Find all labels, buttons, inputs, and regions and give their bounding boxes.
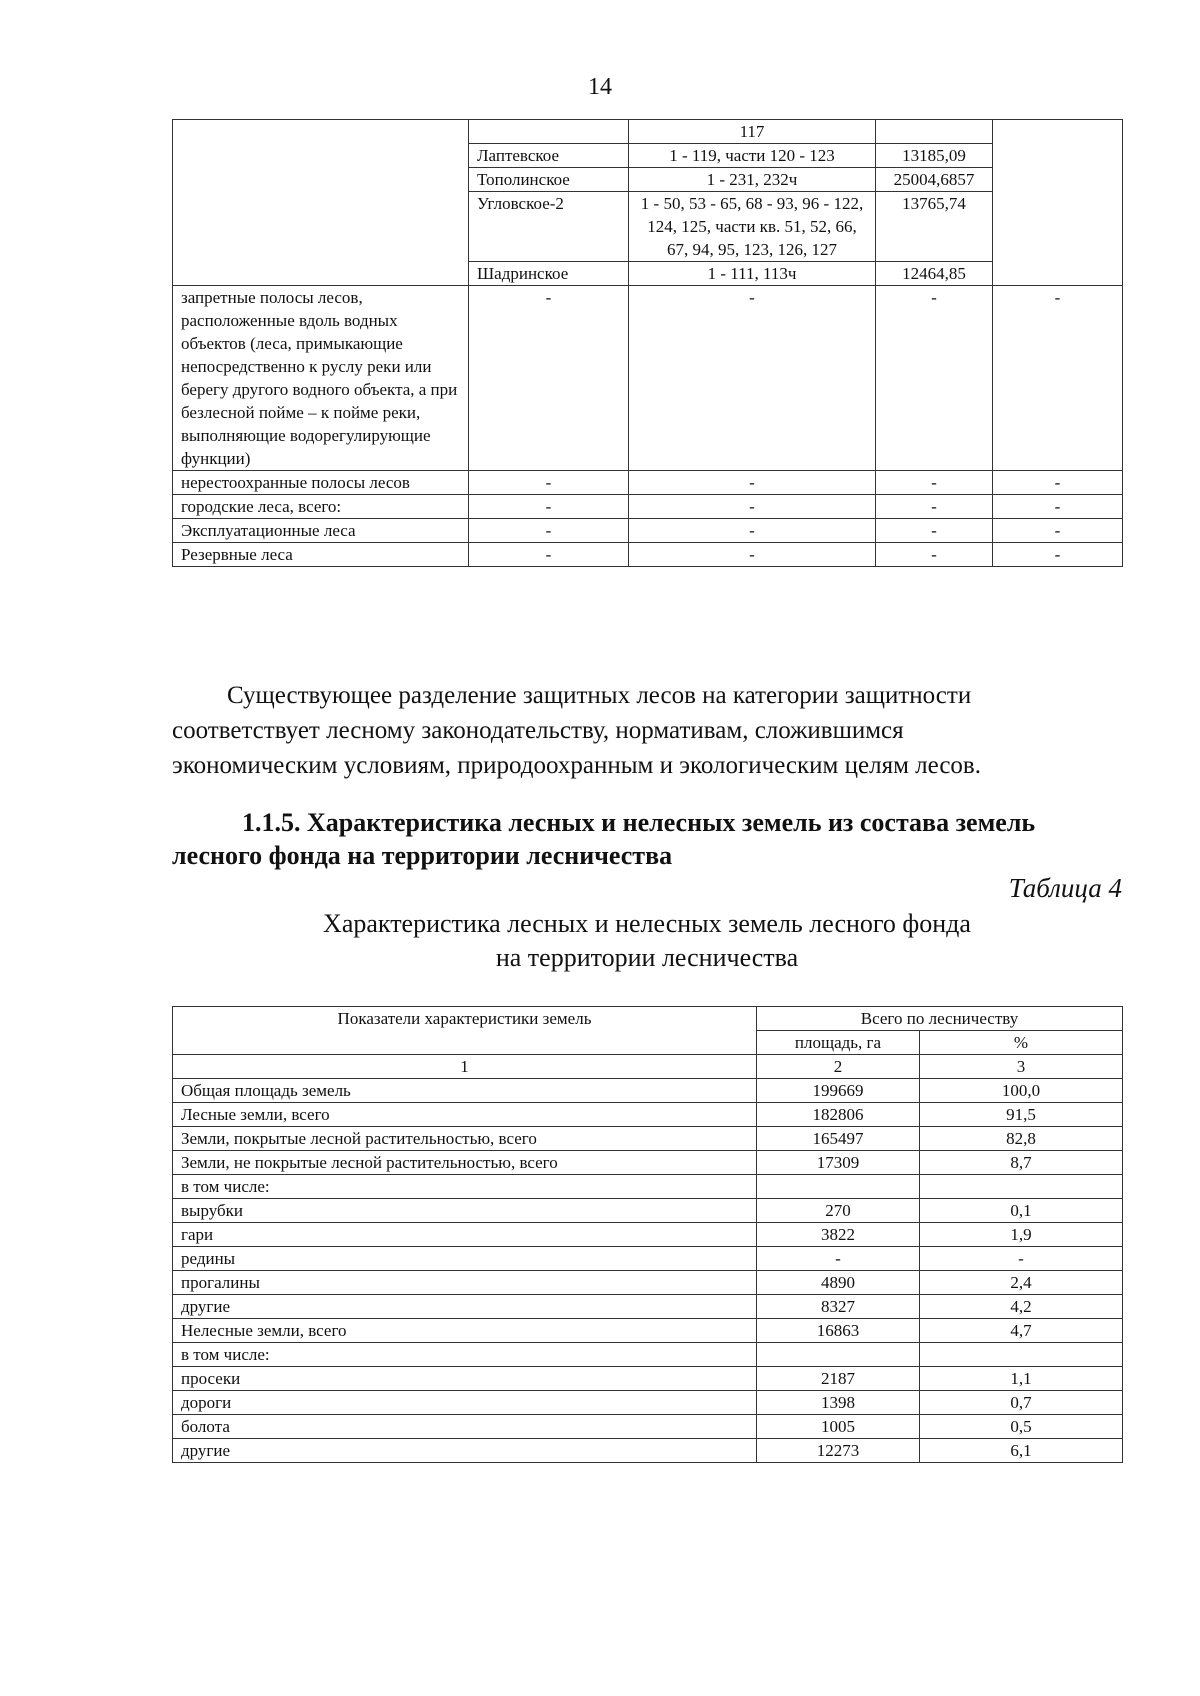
- dash-cell: -: [993, 519, 1123, 543]
- table-row: [173, 1271, 1123, 1295]
- area-value: 199669: [757, 1079, 920, 1103]
- indicator-label: редины: [173, 1247, 757, 1271]
- percent-value: 2,4: [920, 1271, 1123, 1295]
- percent-value: 4,7: [920, 1319, 1123, 1343]
- table-row: [173, 1391, 1123, 1415]
- category-label: нерестоохранные полосы лесов: [173, 471, 469, 495]
- percent-value: 1,1: [920, 1367, 1123, 1391]
- indicator-label: другие: [173, 1295, 757, 1319]
- indicator-label: в том числе:: [173, 1343, 757, 1367]
- category-label: Эксплуатационные леса: [173, 519, 469, 543]
- area-value: 1005: [757, 1415, 920, 1439]
- dash-cell: -: [629, 471, 876, 495]
- forestry-name: Лаптевское: [469, 144, 629, 168]
- column-number: 2: [757, 1055, 920, 1079]
- category-label: запретные полосы лесов, расположенные вдоль водных объектов (леса, примыкающие непосредственно к руслу реки или берегу другого водного объекта, а при безлесной пойме – к пойме реки, выполняющие водорегулирующие функции): [173, 286, 469, 471]
- indicator-label: гари: [173, 1223, 757, 1247]
- table-row: [173, 1199, 1123, 1223]
- dash-cell: -: [469, 543, 629, 567]
- table-row: [173, 1103, 1123, 1127]
- indicator-label: вырубки: [173, 1199, 757, 1223]
- percent-value: 0,7: [920, 1391, 1123, 1415]
- indicator-label: прогалины: [173, 1271, 757, 1295]
- indicator-label: в том числе:: [173, 1175, 757, 1199]
- table-row: [173, 1247, 1123, 1271]
- dash-cell: -: [993, 495, 1123, 519]
- table-row: [173, 1223, 1123, 1247]
- indicator-label: другие: [173, 1439, 757, 1463]
- paragraph: [172, 678, 1122, 783]
- indicator-label: Земли, покрытые лесной растительностью, всего: [173, 1127, 757, 1151]
- dash-cell: -: [876, 543, 993, 567]
- dash-cell: -: [629, 286, 876, 471]
- percent-value: 1,9: [920, 1223, 1123, 1247]
- area-value: 8327: [757, 1295, 920, 1319]
- forestry-cell-empty: [469, 120, 629, 144]
- note-cell-empty: [993, 120, 1123, 286]
- indicator-label: Общая площадь земель: [173, 1079, 757, 1103]
- percent-value: 4,2: [920, 1295, 1123, 1319]
- table-row: [173, 1319, 1123, 1343]
- area-value: 182806: [757, 1103, 920, 1127]
- area-value: 3822: [757, 1223, 920, 1247]
- percent-value: 0,5: [920, 1415, 1123, 1439]
- paragraph-line: Существующее разделение защитных лесов на категории защитности: [227, 682, 972, 709]
- percent-value: -: [920, 1247, 1123, 1271]
- forestry-area: 25004,6857: [876, 168, 993, 192]
- percent-value: 91,5: [920, 1103, 1123, 1127]
- dash-cell: -: [876, 495, 993, 519]
- column-number: 3: [920, 1055, 1123, 1079]
- area-value: -: [757, 1247, 920, 1271]
- forestry-name: Шадринское: [469, 262, 629, 286]
- area-value: 4890: [757, 1271, 920, 1295]
- percent-value: [920, 1343, 1123, 1367]
- dash-cell: -: [469, 471, 629, 495]
- dash-cell: -: [876, 471, 993, 495]
- category-cell-empty: [173, 120, 469, 286]
- header-total: Всего по лесничеству: [757, 1007, 1123, 1031]
- dash-cell: -: [876, 286, 993, 471]
- category-row: [173, 286, 1123, 471]
- column-number-row: [173, 1055, 1123, 1079]
- section-heading-line: лесного фонда на территории лесничества: [172, 841, 673, 870]
- land-characteristics-table: [172, 1006, 1123, 1463]
- area-value: 16863: [757, 1319, 920, 1343]
- table-row: [173, 1367, 1123, 1391]
- dash-cell: -: [993, 543, 1123, 567]
- table-row: [173, 1343, 1123, 1367]
- dash-cell: -: [469, 286, 629, 471]
- area-value: 270: [757, 1199, 920, 1223]
- dash-cell: -: [876, 519, 993, 543]
- indicator-label: Лесные земли, всего: [173, 1103, 757, 1127]
- protected-forests-table: [172, 119, 1123, 567]
- category-label: городские леса, всего:: [173, 495, 469, 519]
- indicator-label: Земли, не покрытые лесной растительностью, всего: [173, 1151, 757, 1175]
- forestry-area: 13185,09: [876, 144, 993, 168]
- table-row: [173, 1439, 1123, 1463]
- dash-cell: -: [993, 286, 1123, 471]
- area-value: 12273: [757, 1439, 920, 1463]
- table-row: [173, 1151, 1123, 1175]
- table-title-line: на территории лесничества: [495, 943, 799, 972]
- dash-cell: -: [993, 471, 1123, 495]
- header-area: площадь, га: [757, 1031, 920, 1055]
- table-title: [172, 907, 1122, 975]
- table-row: [173, 1175, 1123, 1199]
- forestry-area: 12464,85: [876, 262, 993, 286]
- area-value: 17309: [757, 1151, 920, 1175]
- forestry-area: 13765,74: [876, 192, 993, 262]
- area-value: [757, 1175, 920, 1199]
- paragraph-line: соответствует лесному законодательству, нормативам, сложившимся: [172, 717, 904, 744]
- table-label: Таблица 4: [1008, 873, 1122, 903]
- area-cell-empty: [876, 120, 993, 144]
- dash-cell: -: [469, 519, 629, 543]
- category-label: Резервные леса: [173, 543, 469, 567]
- forestry-quarters: 1 - 119, части 120 - 123: [629, 144, 876, 168]
- header-indicators: Показатели характеристики земель: [173, 1007, 757, 1055]
- dash-cell: -: [629, 543, 876, 567]
- table-row: [173, 1295, 1123, 1319]
- table-header-row: [173, 1007, 1123, 1031]
- forestry-quarters: 1 - 111, 113ч: [629, 262, 876, 286]
- table-row: [173, 1079, 1123, 1103]
- page-number: 14: [588, 74, 612, 100]
- category-row: [173, 519, 1123, 543]
- section-heading-line: 1.1.5. Характеристика лесных и нелесных земель из состава земель: [242, 808, 1036, 837]
- paragraph-line: экономическим условиям, природоохранным и экологическим целям лесов.: [172, 752, 981, 779]
- indicator-label: просеки: [173, 1367, 757, 1391]
- category-row: [173, 495, 1123, 519]
- header-percent: %: [920, 1031, 1123, 1055]
- area-value: 1398: [757, 1391, 920, 1415]
- table-row: [173, 1127, 1123, 1151]
- table-title-line: Характеристика лесных и нелесных земель лесного фонда: [323, 909, 971, 938]
- table-row: [173, 1415, 1123, 1439]
- area-value: [757, 1343, 920, 1367]
- percent-value: 8,7: [920, 1151, 1123, 1175]
- dash-cell: -: [629, 519, 876, 543]
- dash-cell: -: [469, 495, 629, 519]
- percent-value: 6,1: [920, 1439, 1123, 1463]
- forestry-quarters: 1 - 50, 53 - 65, 68 - 93, 96 - 122, 124, 125, части кв. 51, 52, 66, 67, 94, 95, 123, 126, 127: [629, 192, 876, 262]
- percent-value: 0,1: [920, 1199, 1123, 1223]
- category-row: [173, 543, 1123, 567]
- quarters-cell: 117: [629, 120, 876, 144]
- area-value: 165497: [757, 1127, 920, 1151]
- section-heading: [172, 806, 1122, 872]
- indicator-label: дороги: [173, 1391, 757, 1415]
- continuation-row: [173, 120, 1123, 144]
- percent-value: 82,8: [920, 1127, 1123, 1151]
- indicator-label: болота: [173, 1415, 757, 1439]
- percent-value: 100,0: [920, 1079, 1123, 1103]
- dash-cell: -: [629, 495, 876, 519]
- indicator-label: Нелесные земли, всего: [173, 1319, 757, 1343]
- category-row: [173, 471, 1123, 495]
- forestry-name: Тополинское: [469, 168, 629, 192]
- percent-value: [920, 1175, 1123, 1199]
- forestry-quarters: 1 - 231, 232ч: [629, 168, 876, 192]
- area-value: 2187: [757, 1367, 920, 1391]
- column-number: 1: [173, 1055, 757, 1079]
- forestry-name: Угловское-2: [469, 192, 629, 262]
